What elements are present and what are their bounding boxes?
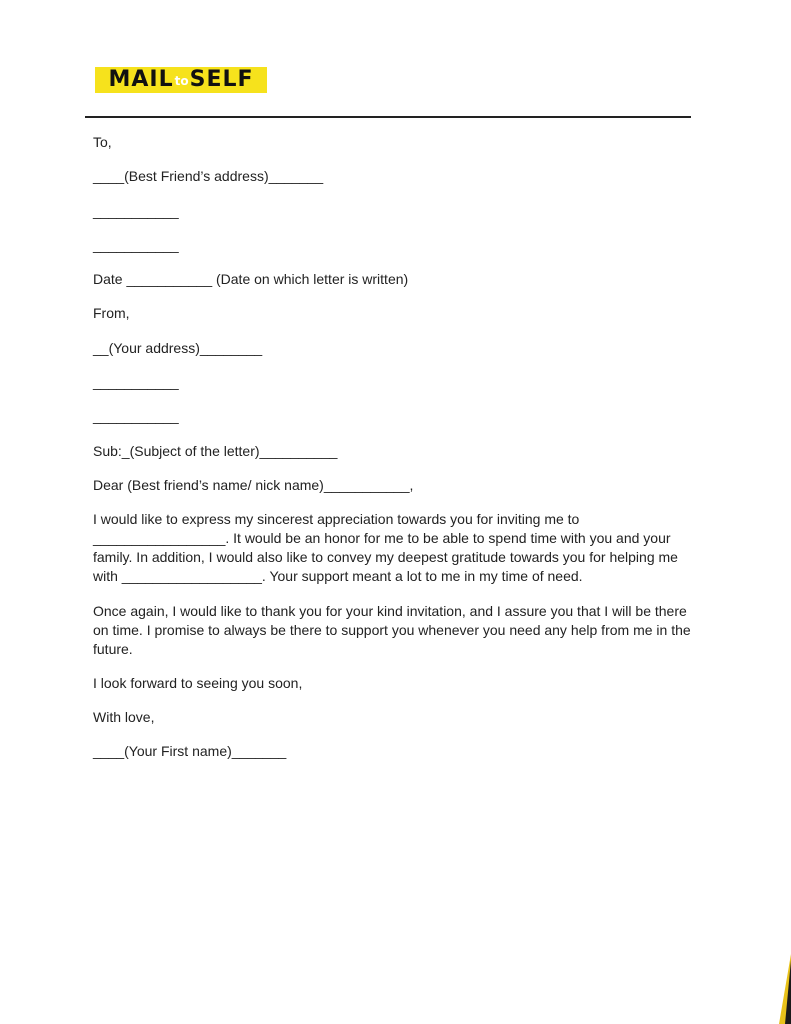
recipient-address-blank-1: ___________ xyxy=(93,202,179,219)
letter-body xyxy=(93,133,703,777)
date-line: Date ___________ (Date on which letter is written) xyxy=(93,271,409,288)
sender-address-line: __(Your address)________ xyxy=(93,339,263,356)
subject-line: Sub:_(Subject of the letter)__________ xyxy=(93,442,338,459)
sender-address-blank-1: ___________ xyxy=(93,374,179,391)
header-divider xyxy=(85,116,691,118)
logo-text-to: to xyxy=(174,74,189,88)
from-label: From, xyxy=(93,305,130,322)
paragraph-thanks: Once again, I would like to thank you for your kind invitation, and I assure you that I will be there on time. I promise to always be there to support you whenever you need any help from me in the future. xyxy=(93,602,691,657)
corner-page-curl-decoration xyxy=(777,954,791,1024)
paragraph-appreciation: I would like to express my sincerest appreciation towards you for inviting me to _________________. It would be an honor for me to be able to spend time with you and your family. In addition, I would also like to convey my deepest gratitude towards you for helping me with __________________. Your support meant a lot to me in my time of need. xyxy=(93,511,678,585)
logo-text-mail: MAIL xyxy=(108,67,174,92)
signature-line: ____(Your First name)_______ xyxy=(93,743,287,760)
sign-off: With love, xyxy=(93,709,155,726)
recipient-address-line: ____(Best Friend’s address)_______ xyxy=(93,168,324,185)
sender-address-blank-2: ___________ xyxy=(93,408,179,425)
logo-text-self: SELF xyxy=(189,67,254,92)
mail-to-self-logo xyxy=(95,67,267,93)
to-label: To, xyxy=(93,134,112,150)
recipient-address-blank-2: ___________ xyxy=(93,236,179,253)
salutation: Dear (Best friend’s name/ nick name)___________, xyxy=(93,476,414,493)
closing-line: I look forward to seeing you soon, xyxy=(93,674,303,691)
